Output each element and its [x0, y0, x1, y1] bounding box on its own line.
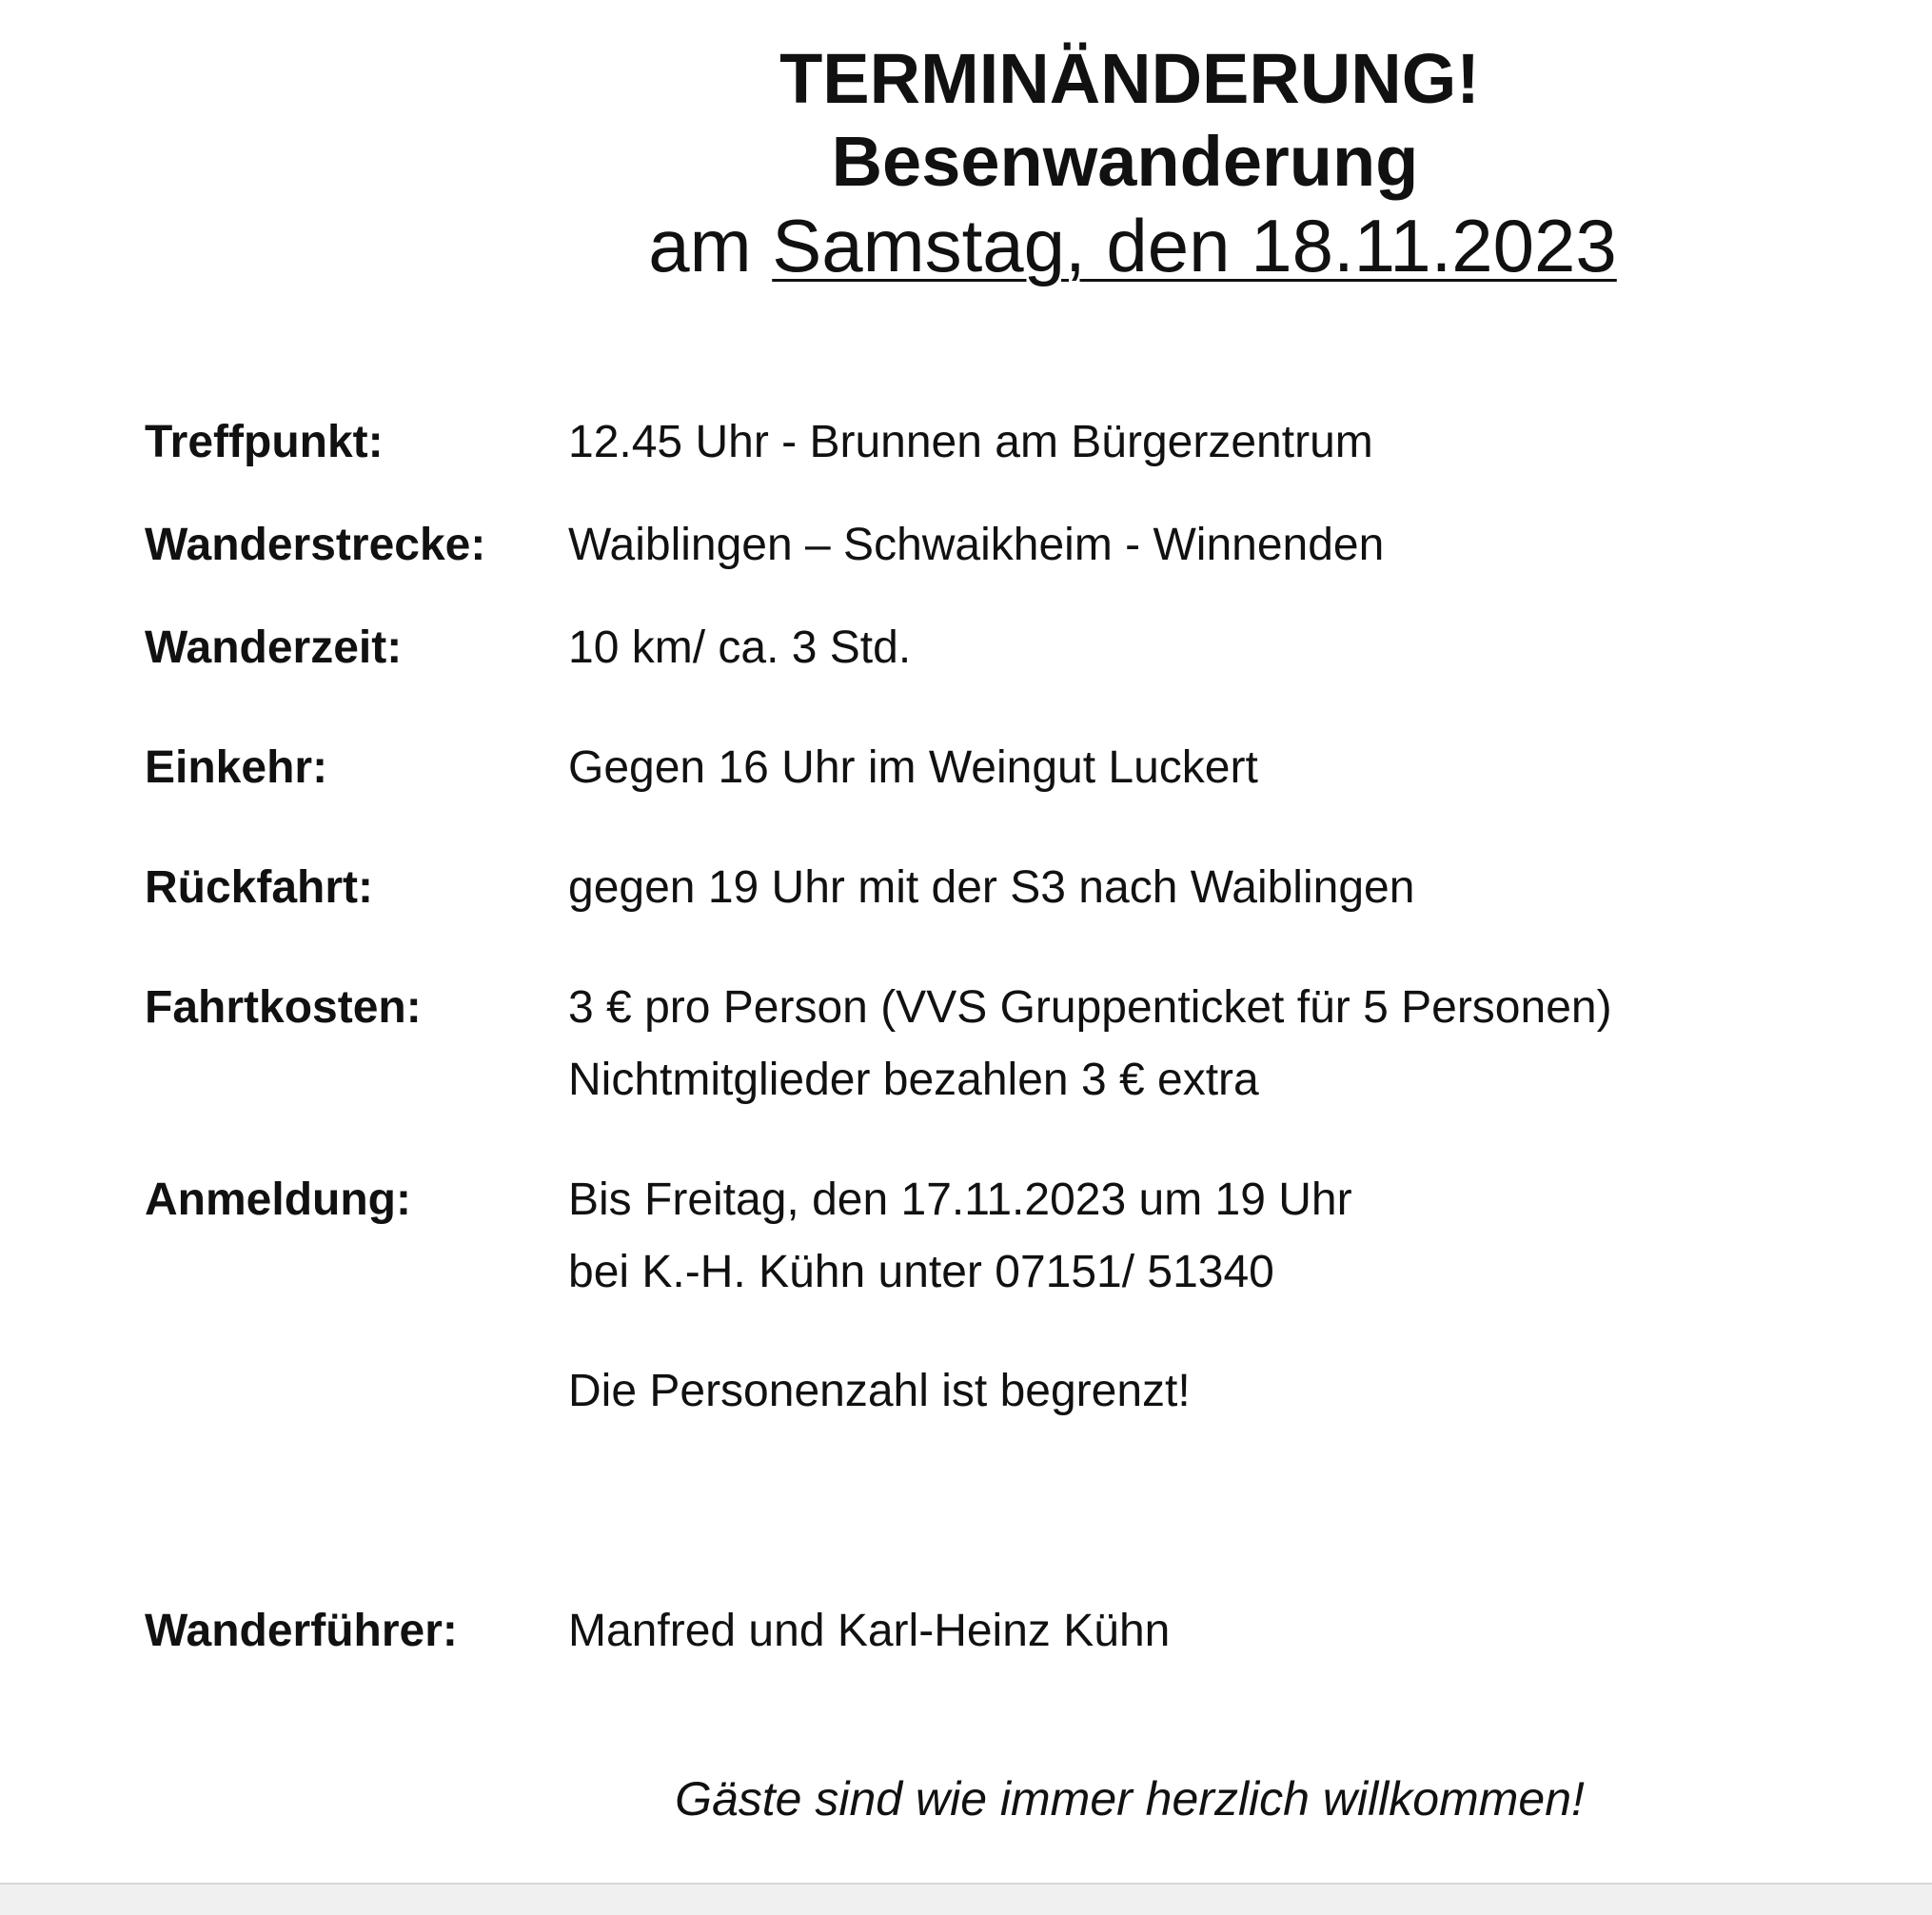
value-fahrtkosten-line1: 3 € pro Person (VVS Gruppenticket für 5 Personen)	[568, 982, 1612, 1033]
value-wanderfuehrer: Manfred und Karl-Heinz Kühn	[568, 1606, 1171, 1656]
value-einkehr: Gegen 16 Uhr im Weingut Luckert	[568, 742, 1258, 793]
window-bottom-bar	[0, 1883, 1932, 1915]
value-anmeldung-line1: Bis Freitag, den 17.11.2023 um 19 Uhr	[568, 1175, 1352, 1225]
label-einkehr: Einkehr:	[145, 742, 328, 793]
label-anmeldung: Anmeldung:	[145, 1175, 411, 1225]
title-event-date	[648, 200, 1617, 291]
label-wanderstrecke: Wanderstrecke:	[145, 520, 486, 570]
label-rueckfahrt: Rückfahrt:	[145, 862, 374, 913]
label-fahrtkosten: Fahrtkosten:	[145, 982, 422, 1033]
label-treffpunkt: Treffpunkt:	[145, 417, 384, 467]
value-anmeldung-line2: bei K.-H. Kühn unter 07151/ 51340	[568, 1247, 1274, 1297]
title-change-notice: TERMINÄNDERUNG!	[779, 39, 1480, 118]
value-treffpunkt: 12.45 Uhr - Brunnen am Bürgerzentrum	[568, 417, 1373, 467]
title-date-prefix: am	[648, 204, 773, 287]
footer-welcome-text: Gäste sind wie immer herzlich willkommen!	[675, 1772, 1585, 1826]
label-wanderzeit: Wanderzeit:	[145, 622, 403, 673]
title-date: Samstag, den 18.11.2023	[772, 204, 1617, 287]
label-wanderfuehrer: Wanderführer:	[145, 1606, 458, 1656]
value-wanderstrecke: Waiblingen – Schwaikheim - Winnenden	[568, 520, 1385, 570]
title-event-name: Besenwanderung	[831, 122, 1419, 201]
value-wanderzeit: 10 km/ ca. 3 Std.	[568, 622, 912, 673]
value-fahrtkosten-line2: Nichtmitglieder bezahlen 3 € extra	[568, 1055, 1259, 1105]
value-anmeldung-note: Die Personenzahl ist begrenzt!	[568, 1366, 1191, 1416]
value-rueckfahrt: gegen 19 Uhr mit der S3 nach Waiblingen	[568, 862, 1415, 913]
